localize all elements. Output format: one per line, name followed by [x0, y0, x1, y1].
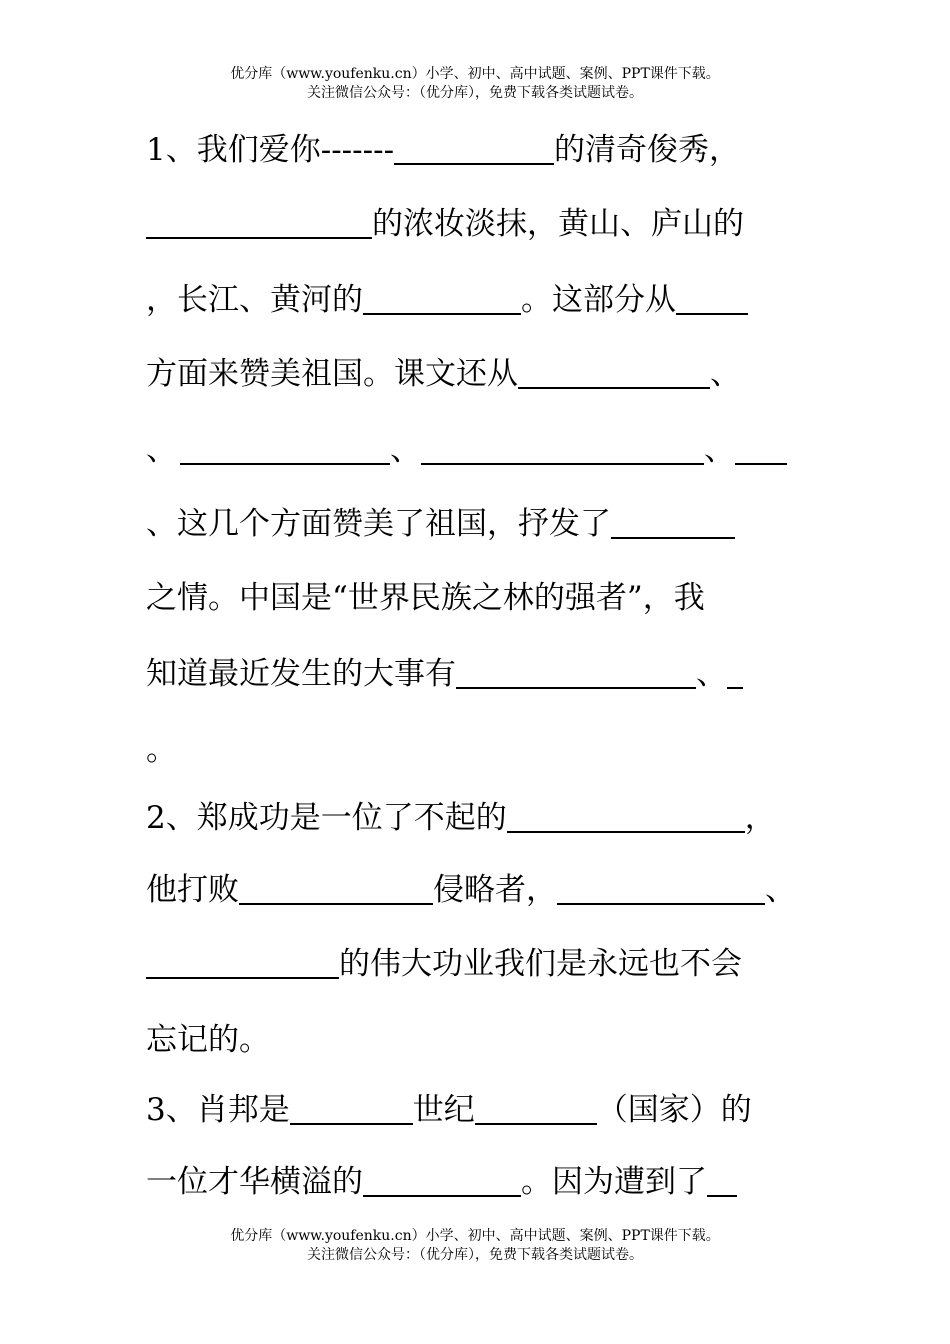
answer-blank[interactable]	[180, 433, 390, 465]
q1-text: 、	[390, 432, 421, 468]
q2-text: ，	[744, 800, 776, 836]
q2-text: 、	[765, 872, 796, 908]
footer-line-1: 优分库（www.youfenku.cn）小学、初中、高中试题、案例、PPT课件下载。	[230, 1228, 720, 1244]
q1-line-8	[146, 654, 743, 694]
q1-text: ，长江、黄河的	[146, 282, 363, 318]
q1-text: 、	[704, 432, 735, 468]
q3-text: 世纪	[412, 1092, 475, 1128]
answer-blank[interactable]	[518, 357, 710, 389]
answer-blank[interactable]	[611, 507, 735, 539]
answer-blank[interactable]	[557, 873, 765, 905]
answer-blank[interactable]	[363, 283, 521, 315]
answer-blank[interactable]	[239, 873, 433, 905]
answer-blank[interactable]	[507, 801, 745, 833]
answer-blank[interactable]	[394, 133, 554, 165]
q1-line-9: 。	[146, 732, 177, 768]
q2-line-1	[146, 798, 776, 838]
q2-line-4: 忘记的。	[146, 1022, 270, 1058]
answer-blank[interactable]	[421, 433, 704, 465]
answer-blank[interactable]	[146, 207, 372, 239]
q1-text: 。这部分从	[521, 282, 676, 318]
answer-blank[interactable]	[146, 947, 339, 979]
answer-blank[interactable]	[707, 1165, 737, 1197]
q1-text: 知道最近发生的大事有	[146, 656, 456, 692]
q1-text: 、	[696, 656, 727, 692]
answer-blank[interactable]	[363, 1165, 521, 1197]
q2-line-2	[146, 870, 796, 910]
q1-text: 、	[710, 356, 741, 392]
header-line-1: 优分库（www.youfenku.cn）小学、初中、高中试题、案例、PPT课件下载。	[230, 66, 720, 82]
answer-blank[interactable]	[676, 283, 748, 315]
q1-text: 的浓妆淡抹，黄山、庐山的	[372, 206, 744, 242]
q2-line-3	[146, 944, 742, 984]
q3-line-2	[146, 1162, 737, 1202]
answer-blank[interactable]	[735, 433, 787, 465]
header-line-2: 关注微信公众号：（优分库），免费下载各类试题试卷。	[307, 85, 643, 101]
q1-text: 、	[146, 432, 177, 468]
q3-text: （国家）的	[596, 1092, 752, 1128]
q1-line-3	[146, 280, 748, 320]
q1-line-2	[146, 204, 744, 244]
q1-text: 1、我们爱你-------	[146, 132, 395, 168]
q3-text: 。因为遭到了	[521, 1164, 707, 1200]
answer-blank[interactable]	[456, 657, 696, 689]
q2-text: 他打败	[146, 872, 239, 908]
q1-line-1	[146, 130, 740, 170]
q1-line-7: 之情。中国是“世界民族之林的强者”，我	[146, 580, 705, 616]
answer-blank[interactable]	[727, 657, 743, 689]
q1-text: 的清奇俊秀，	[554, 132, 741, 168]
q3-line-1	[146, 1090, 752, 1130]
q2-text: 的伟大功业我们是永远也不会	[339, 946, 742, 982]
footer-line-2: 关注微信公众号：（优分库），免费下载各类试题试卷。	[307, 1247, 643, 1263]
answer-blank[interactable]	[290, 1093, 413, 1125]
q1-line-5	[146, 430, 787, 470]
answer-blank[interactable]	[475, 1093, 597, 1125]
q2-text: 侵略者，	[433, 872, 557, 908]
q3-text: 3、肖邦是	[146, 1092, 290, 1128]
q1-line-4	[146, 354, 741, 394]
q1-text: 、这几个方面赞美了祖国，抒发了	[146, 506, 611, 542]
q2-text: 2、郑成功是一位了不起的	[146, 800, 507, 836]
q1-line-6	[146, 504, 735, 544]
q1-text: 方面来赞美祖国。课文还从	[146, 356, 518, 392]
q3-text: 一位才华横溢的	[146, 1164, 363, 1200]
